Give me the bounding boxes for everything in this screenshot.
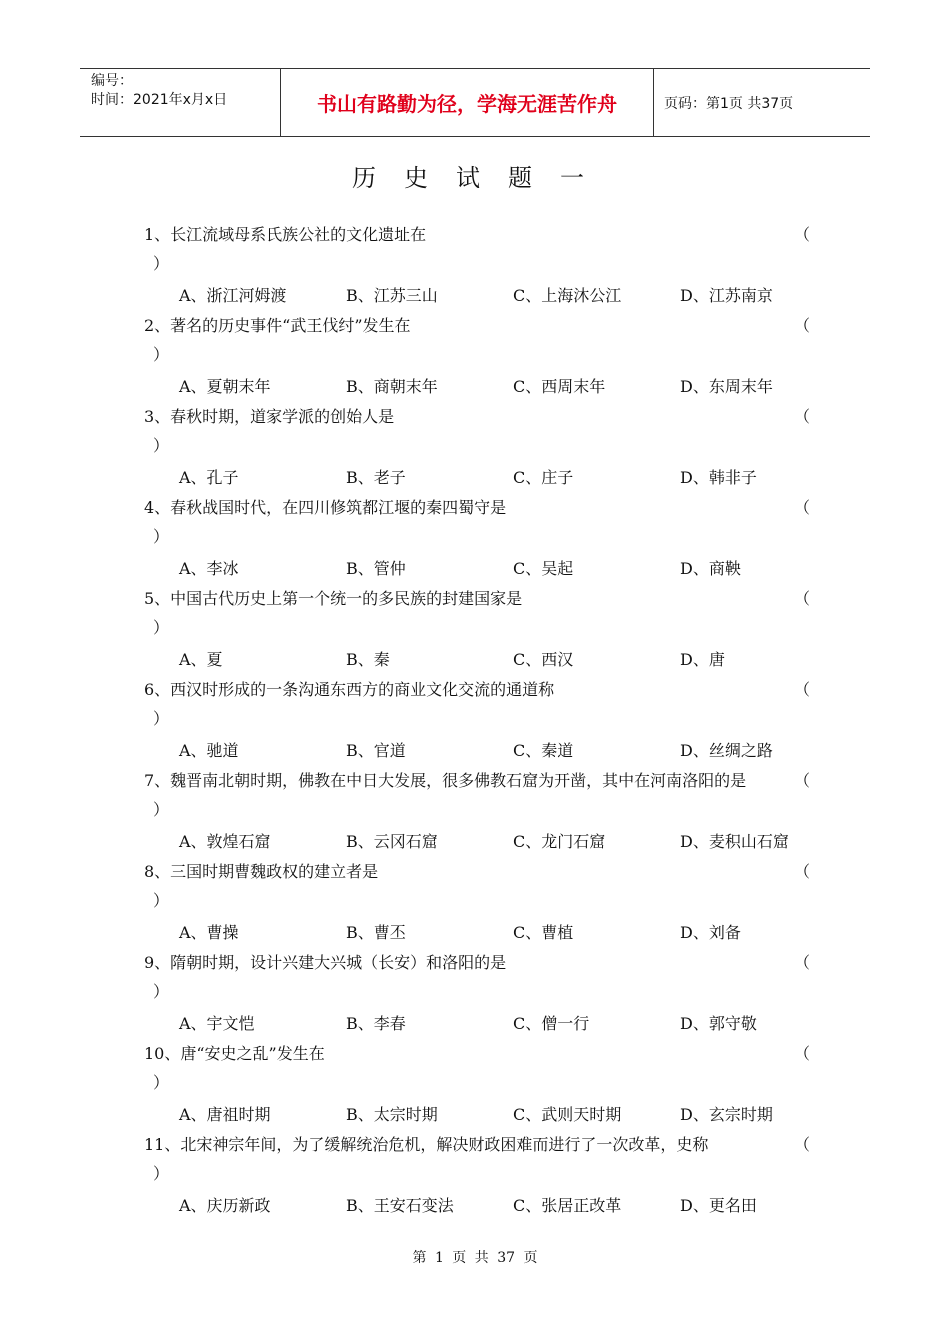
option-a: A、夏朝末年 (179, 377, 271, 396)
option-d: D、唐 (680, 650, 725, 669)
answer-paren-close: ） (153, 891, 170, 910)
option-c: C、曹植 (513, 923, 574, 942)
option-a: A、孔子 (179, 468, 239, 487)
question-stem: 6、西汉时形成的一条沟通东西方的商业文化交流的通道称 (144, 680, 555, 699)
question-stem: 4、春秋战国时代，在四川修筑都江堰的秦四蜀守是 (144, 498, 507, 517)
option-c: C、庄子 (513, 468, 574, 487)
question-item (0, 1040, 950, 1131)
question-stem: 5、中国古代历史上第一个统一的多民族的封建国家是 (144, 589, 523, 608)
option-c: C、上海沐公江 (513, 286, 622, 305)
option-b: B、商朝末年 (346, 377, 438, 396)
option-d: D、郭守敬 (680, 1014, 757, 1033)
option-a: A、夏 (179, 650, 223, 669)
option-b: B、老子 (346, 468, 406, 487)
page-footer: 第 1 页 共 37 页 (412, 1250, 538, 1266)
page-title: 历史试题一 (352, 164, 612, 192)
option-d: D、丝绸之路 (680, 741, 773, 760)
question-item (0, 676, 950, 767)
option-b: B、王安石变法 (346, 1196, 454, 1215)
option-d: D、刘备 (680, 923, 741, 942)
option-a: A、驰道 (179, 741, 239, 760)
number-label: 编号： (91, 73, 133, 89)
option-d: D、玄宗时期 (680, 1105, 773, 1124)
question-item (0, 858, 950, 949)
page-code: 页码：第1页 共37页 (664, 95, 794, 112)
answer-paren-open: （ (794, 953, 811, 972)
header-meta (80, 69, 281, 136)
answer-paren-open: （ (794, 771, 811, 790)
option-b: B、管仲 (346, 559, 406, 578)
answer-paren-open: （ (794, 589, 811, 608)
question-item (0, 949, 950, 1040)
answer-paren-close: ） (153, 1164, 170, 1183)
option-c: C、吴起 (513, 559, 574, 578)
option-a: A、庆历新政 (179, 1196, 271, 1215)
answer-paren-close: ） (153, 982, 170, 1001)
option-a: A、敦煌石窟 (179, 832, 271, 851)
document-header (80, 68, 870, 137)
answer-paren-open: （ (794, 316, 811, 335)
option-a: A、宇文恺 (179, 1014, 255, 1033)
answer-paren-open: （ (794, 1044, 811, 1063)
answer-paren-close: ） (153, 436, 170, 455)
option-c: C、西汉 (513, 650, 574, 669)
answer-paren-open: （ (794, 225, 811, 244)
option-d: D、东周末年 (680, 377, 773, 396)
question-stem: 1、长江流域母系氏族公社的文化遗址在 (144, 225, 427, 244)
question-stem: 10、唐“安史之乱”发生在 (144, 1044, 325, 1063)
option-b: B、云冈石窟 (346, 832, 438, 851)
option-a: A、唐祖时期 (179, 1105, 271, 1124)
motto: 书山有路勤为径，学海无涯苦作舟 (281, 69, 654, 136)
question-stem: 8、三国时期曹魏政权的建立者是 (144, 862, 379, 881)
question-stem: 9、隋朝时期，设计兴建大兴城（长安）和洛阳的是 (144, 953, 507, 972)
option-b: B、官道 (346, 741, 406, 760)
question-stem: 2、著名的历史事件“武王伐纣”发生在 (144, 316, 411, 335)
option-a: A、曹操 (179, 923, 239, 942)
question-stem: 11、北宋神宗年间，为了缓解统治危机，解决财政困难而进行了一次改革，史称 (144, 1135, 709, 1154)
question-list (0, 221, 950, 1222)
option-c: C、秦道 (513, 741, 574, 760)
question-item (0, 312, 950, 403)
option-a: A、浙江河姆渡 (179, 286, 287, 305)
option-d: D、江苏南京 (680, 286, 773, 305)
question-item (0, 403, 950, 494)
answer-paren-open: （ (794, 1135, 811, 1154)
question-stem: 3、春秋时期，道家学派的创始人是 (144, 407, 395, 426)
answer-paren-close: ） (153, 618, 170, 637)
option-c: C、龙门石窟 (513, 832, 606, 851)
answer-paren-open: （ (794, 862, 811, 881)
option-d: D、韩非子 (680, 468, 757, 487)
option-c: C、僧一行 (513, 1014, 590, 1033)
question-item (0, 1131, 950, 1222)
option-b: B、李春 (346, 1014, 406, 1033)
answer-paren-close: ） (153, 527, 170, 546)
answer-paren-close: ） (153, 1073, 170, 1092)
answer-paren-close: ） (153, 345, 170, 364)
option-d: D、更名田 (680, 1196, 757, 1215)
option-a: A、李冰 (179, 559, 239, 578)
date-line: 时间：2021年x月x日 (91, 92, 228, 108)
answer-paren-close: ） (153, 800, 170, 819)
answer-paren-close: ） (153, 254, 170, 273)
question-item (0, 767, 950, 858)
option-b: B、太宗时期 (346, 1105, 438, 1124)
answer-paren-open: （ (794, 680, 811, 699)
answer-paren-open: （ (794, 407, 811, 426)
option-b: B、江苏三山 (346, 286, 438, 305)
option-b: B、曹丕 (346, 923, 406, 942)
option-d: D、麦积山石窟 (680, 832, 789, 851)
option-c: C、西周末年 (513, 377, 606, 396)
question-stem: 7、魏晋南北朝时期，佛教在中日大发展，很多佛教石窟为开凿，其中在河南洛阳的是 (144, 771, 747, 790)
answer-paren-open: （ (794, 498, 811, 517)
question-item (0, 494, 950, 585)
question-item (0, 221, 950, 312)
question-item (0, 585, 950, 676)
option-c: C、张居正改革 (513, 1196, 622, 1215)
option-d: D、商鞅 (680, 559, 741, 578)
option-c: C、武则天时期 (513, 1105, 622, 1124)
option-b: B、秦 (346, 650, 390, 669)
answer-paren-close: ） (153, 709, 170, 728)
